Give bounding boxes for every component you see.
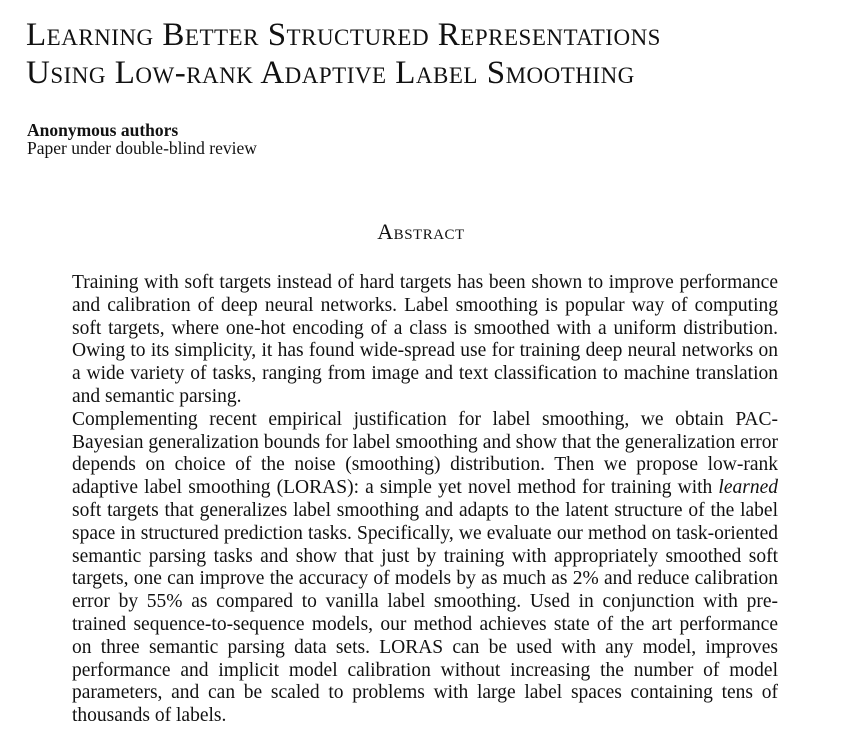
paper-title-line-2: Using Low-rank Adaptive Label Smoothing (26, 55, 635, 91)
abstract-paragraph-2 (72, 409, 778, 728)
abstract-paragraph-2-text-start: Complementing recent empirical justification for label smoothing, we obtain PAC-Bayesian generalization bounds for label smoothing and show that the generalization error depends on choice of the noise (smoothing) distribution. Then we propose low-rank adaptive label smoothing (LORAS): a simple yet novel method for training with (72, 408, 778, 499)
paper-title (26, 16, 661, 92)
emphasized-word-learned: learned (718, 477, 778, 499)
abstract-paragraph-1: Training with soft targets instead of hard targets has been shown to improve performance and calibration of deep neural networks. Label smoothing is popular way of computing soft targets, where one-hot encoding of a class is smoothed with a uniform distribution. Owing to its simplicity, it has found wide-spread use for training deep neural networks on a wide variety of tasks, ranging from image and text classification to machine translation and semantic parsing. (72, 272, 778, 407)
paper-title-line-1: Learning Better Structured Representations (26, 17, 661, 53)
author-block (27, 122, 257, 157)
abstract-paragraph-2-text-end: soft targets that generalizes label smoothing and adapts to the latent structure of the label space in structured prediction tasks. Specifically, we evaluate our method on task-oriented semantic parsing tasks and show that just by training with appropriately smoothed soft targets, one can improve the accuracy of models by as much as 2% and reduce calibration error by 55% as compared to vanilla label smoothing. Used in conjunction with pre-trained sequence-to-sequence models, our method achieves state of the art performance on three semantic parsing data sets. LORAS can be used with any model, improves performance and implicit model calibration without increasing the number of model parameters, and can be scaled to problems with large label spaces containing tens of thousands of labels. (72, 499, 778, 727)
abstract-body (72, 272, 778, 728)
author-name: Anonymous authors (27, 120, 179, 140)
review-status-note: Paper under double-blind review (27, 137, 257, 158)
abstract-heading: Abstract (377, 219, 465, 244)
